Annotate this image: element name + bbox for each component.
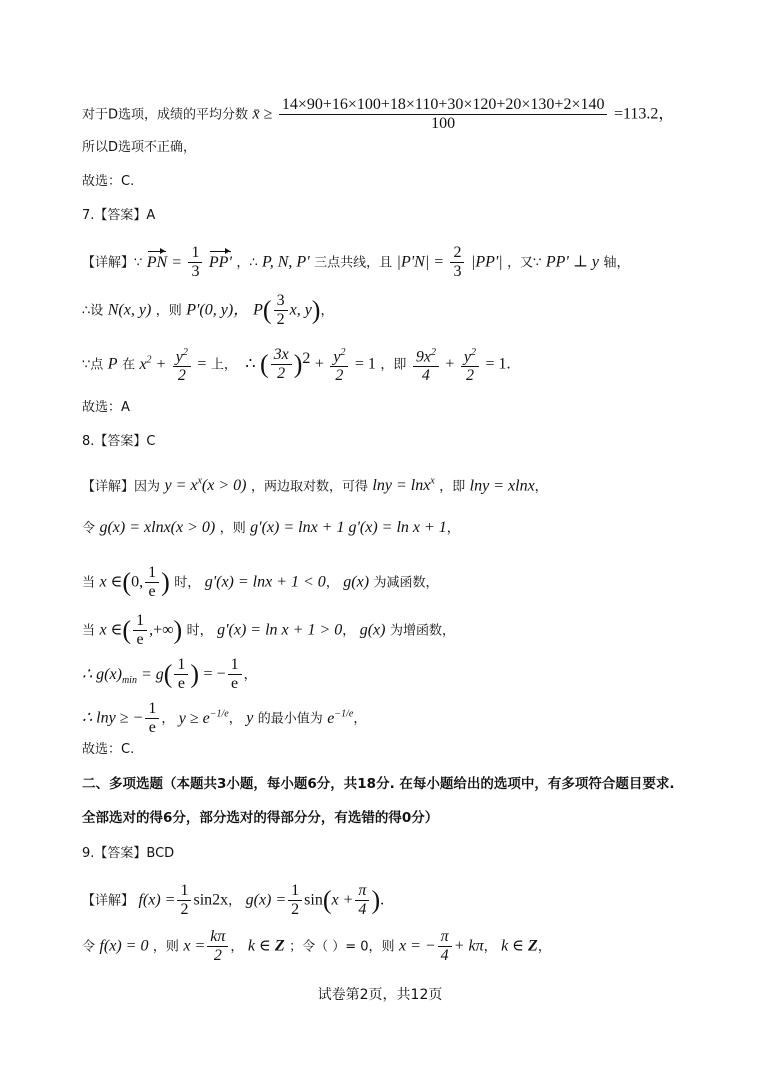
q8-detail-line: 【详解】因为 $y = x^x(x > 0)$ ，两边取对数，可得 lny = lnx$^x$ ，即 lny = xlnx， xyxy=(82,476,548,495)
avg-numerator: 14×90+16×100+18×110+30×120+20×130+2×140 xyxy=(279,96,608,115)
avg-fraction xyxy=(279,96,608,133)
q8-answer: 8.【答案】C xyxy=(82,434,156,449)
q8-result-line: ∴ lny ≥ − $\frac{1}{e}$ ， $y \ge e^{-1/e}$， y 的最小值为 $e^{-1/e}$， xyxy=(82,700,367,736)
section2-heading-a: 二、多项选题（本题共3小题，每小题6分，共18分. 在每小题给出的选项中，有多项符合题目要求. xyxy=(82,776,675,792)
avg-label: 对于D选项，成绩的平均分数 xyxy=(82,107,249,123)
q7-detail-line: 【详解】∵ PN = $\frac{1}{3}$ PP' ，∴ P, N, P' 三点共线，且 |P'N| = $\frac{2}{3}$ |PP'| ，又∵ PP' ⊥ y 轴， xyxy=(82,244,630,280)
avg-denominator: 100 xyxy=(431,115,456,132)
line-average xyxy=(82,96,674,133)
q7-choose: 故选：A xyxy=(82,400,130,415)
q8-choose: 故选：C. xyxy=(82,742,135,757)
q8-dec-line: 当 x ∈(0, $\frac{1}{e}$ ) 时， g'(x) = lnx + 1 < 0， g(x) 为减函数， xyxy=(82,564,439,600)
q7-detail-label: 【详解】∵ xyxy=(82,255,143,271)
page-footer: 试卷第2页，共12页 xyxy=(317,987,443,1003)
avg-result: =113.2， xyxy=(613,105,675,123)
q8-let-line: 令 g(x) = xlnx(x > 0) ，则 g'(x) = lnx + 1 g'(x) = ln x + 1， xyxy=(82,519,460,536)
section2-heading-b: 全部选对的得6分，部分选对的得部分分，有选错的得0分） xyxy=(82,810,439,826)
q8-min-line: ∴ $g(x)_{min} = g$( $\frac{1}{e}$ ) = − $\frac{1}{e}$ ， xyxy=(82,656,257,692)
line-choose-c1: 故选：C. xyxy=(82,174,135,189)
avg-symbol: x̄ ≥ xyxy=(252,105,273,123)
q8-inc-line: 当 x ∈( $\frac{1}{e}$ ,+∞) 时， g'(x) = ln x + 1 > 0， g(x) 为增函数， xyxy=(82,612,455,648)
line-d-wrong: 所以D选项不正确， xyxy=(82,140,197,155)
q7-answer: 7.【答案】A xyxy=(82,208,156,223)
q9-let-line: 令 f(x) = 0 ，则 x = $\frac{k\pi}{2}$ ， k ∈ Z ；令（ ）= 0，则 x = − $\frac{\pi}{4}$ + kπ， k ∈ Z， xyxy=(82,928,551,964)
q9-answer: 9.【答案】BCD xyxy=(82,846,175,861)
q9-detail-line: 【详解】 f(x) = $\frac{1}{2}$ sin2x， g(x) = $\frac{1}{2}$ sin(x + $\frac{\pi}{4}$ ). xyxy=(82,882,385,918)
q7-point-line: ∵点 P 在 $x^2$ + $\frac{y^2}{2}$ = 上， ∴ ( $\frac{3x}{2}$ )$^2$ + $\frac{y^2}{2}$ = 1 ，即 $\frac{9x^2}{4}$ + $\frac{y^2}{2}$ = 1. xyxy=(82,344,511,385)
q7-set-line: ∴设 N(x, y) ，则 P'(0, y)， P( $\frac{3}{2}$ x, y)， xyxy=(82,292,334,328)
